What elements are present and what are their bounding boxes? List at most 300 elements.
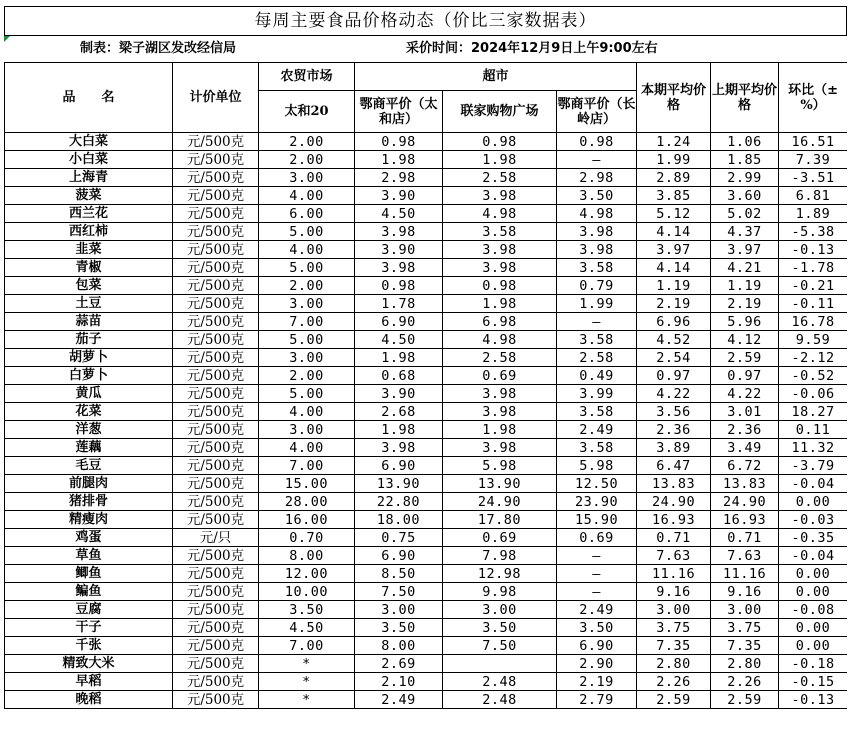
cell-eshang-taihe-price: 18.00: [355, 511, 443, 529]
cell-name: 白萝卜: [5, 367, 173, 385]
cell-lianjia-price: 1.98: [443, 421, 557, 439]
cell-name: 莲藕: [5, 439, 173, 457]
cell-name: 鲫鱼: [5, 565, 173, 583]
cell-eshang-taihe-price: 3.98: [355, 223, 443, 241]
table-row: [5, 313, 848, 331]
cell-lianjia-price: 3.98: [443, 439, 557, 457]
cell-lianjia-price: [443, 655, 557, 673]
cell-unit: 元/500克: [173, 331, 259, 349]
cell-this-avg: 2.89: [637, 169, 711, 187]
price-table: [4, 62, 847, 709]
cell-unit: 元/500克: [173, 619, 259, 637]
table-header: [5, 63, 848, 133]
header-supermarket: 超市: [355, 63, 637, 91]
cell-last-avg: 5.02: [711, 205, 779, 223]
table-row: [5, 205, 848, 223]
cell-change: -0.18: [779, 655, 847, 673]
table-body: [5, 133, 848, 709]
cell-eshang-taihe-price: 3.98: [355, 439, 443, 457]
cell-last-avg: 4.12: [711, 331, 779, 349]
cell-last-avg: 3.97: [711, 241, 779, 259]
cell-eshang-changling-price: 1.99: [557, 295, 637, 313]
cell-eshang-changling-price: —: [557, 547, 637, 565]
cell-last-avg: 2.59: [711, 691, 779, 709]
cell-change: -0.04: [779, 475, 847, 493]
header-eshang-taihe: 鄂商平价（太和店）: [355, 91, 443, 133]
table-row: [5, 241, 848, 259]
cell-this-avg: 4.14: [637, 259, 711, 277]
cell-lianjia-price: 3.98: [443, 385, 557, 403]
cell-eshang-changling-price: 2.58: [557, 349, 637, 367]
cell-unit: 元/500克: [173, 259, 259, 277]
cell-change: 16.78: [779, 313, 847, 331]
cell-name: 干子: [5, 619, 173, 637]
cell-eshang-changling-price: 3.58: [557, 259, 637, 277]
cell-eshang-taihe-price: 4.50: [355, 205, 443, 223]
cell-eshang-taihe-price: 4.50: [355, 331, 443, 349]
table-row: [5, 169, 848, 187]
table-row: [5, 133, 848, 151]
cell-this-avg: 4.14: [637, 223, 711, 241]
cell-taihe-price: 6.00: [259, 205, 355, 223]
cell-eshang-changling-price: 3.98: [557, 223, 637, 241]
cell-eshang-changling-price: —: [557, 313, 637, 331]
cell-this-avg: 3.85: [637, 187, 711, 205]
cell-change: 0.00: [779, 565, 847, 583]
cell-lianjia-price: 0.69: [443, 367, 557, 385]
cell-this-avg: 4.52: [637, 331, 711, 349]
cell-unit: 元/500克: [173, 295, 259, 313]
cell-name: 胡萝卜: [5, 349, 173, 367]
cell-unit: 元/500克: [173, 475, 259, 493]
cell-unit: 元/500克: [173, 403, 259, 421]
cell-last-avg: 2.80: [711, 655, 779, 673]
cell-unit: 元/500克: [173, 205, 259, 223]
cell-last-avg: 1.06: [711, 133, 779, 151]
cell-lianjia-price: 1.98: [443, 151, 557, 169]
cell-lianjia-price: 17.80: [443, 511, 557, 529]
table-row: [5, 511, 848, 529]
cell-this-avg: 3.97: [637, 241, 711, 259]
cell-taihe-price: 2.00: [259, 151, 355, 169]
cell-lianjia-price: 2.58: [443, 169, 557, 187]
cell-unit: 元/500克: [173, 223, 259, 241]
cell-name: 小白菜: [5, 151, 173, 169]
cell-lianjia-price: 2.58: [443, 349, 557, 367]
cell-taihe-price: 2.00: [259, 367, 355, 385]
cell-change: 9.59: [779, 331, 847, 349]
cell-eshang-changling-price: 4.98: [557, 205, 637, 223]
cell-unit: 元/500克: [173, 493, 259, 511]
cell-unit: 元/500克: [173, 277, 259, 295]
table-row: [5, 223, 848, 241]
cell-change: -0.15: [779, 673, 847, 691]
cell-change: 7.39: [779, 151, 847, 169]
cell-unit: 元/500克: [173, 637, 259, 655]
header-lianjia: 联家购物广场: [443, 91, 557, 133]
cell-unit: 元/500克: [173, 313, 259, 331]
cell-last-avg: 4.22: [711, 385, 779, 403]
cell-unit: 元/500克: [173, 673, 259, 691]
cell-this-avg: 2.19: [637, 295, 711, 313]
cell-taihe-price: 10.00: [259, 583, 355, 601]
cell-eshang-changling-price: 0.79: [557, 277, 637, 295]
cell-unit: 元/500克: [173, 385, 259, 403]
cell-eshang-taihe-price: 3.90: [355, 241, 443, 259]
cell-lianjia-price: 6.98: [443, 313, 557, 331]
cell-eshang-changling-price: 12.50: [557, 475, 637, 493]
collect-time-label: 采价时间：2024年12月9日上午9:00左右: [406, 41, 658, 56]
price-sheet: [4, 6, 847, 736]
cell-taihe-price: 5.00: [259, 385, 355, 403]
cell-lianjia-price: 4.98: [443, 331, 557, 349]
cell-unit: 元/500克: [173, 457, 259, 475]
header-name: 品 名: [5, 63, 173, 133]
cell-last-avg: 4.21: [711, 259, 779, 277]
cell-unit: 元/500克: [173, 511, 259, 529]
sheet-title: 每周主要食品价格动态（价比三家数据表）: [4, 6, 847, 36]
header-unit: 计价单位: [173, 63, 259, 133]
table-row: [5, 439, 848, 457]
cell-change: -5.38: [779, 223, 847, 241]
cell-this-avg: 2.26: [637, 673, 711, 691]
cell-change: 6.81: [779, 187, 847, 205]
cell-unit: 元/500克: [173, 439, 259, 457]
cell-eshang-changling-price: 3.58: [557, 403, 637, 421]
cell-name: 前腿肉: [5, 475, 173, 493]
cell-this-avg: 1.99: [637, 151, 711, 169]
cell-change: 0.11: [779, 421, 847, 439]
cell-last-avg: 2.99: [711, 169, 779, 187]
cell-eshang-taihe-price: 2.49: [355, 691, 443, 709]
cell-name: 洋葱: [5, 421, 173, 439]
cell-change: -0.52: [779, 367, 847, 385]
cell-this-avg: 4.22: [637, 385, 711, 403]
cell-change: -0.21: [779, 277, 847, 295]
cell-eshang-changling-price: 3.98: [557, 241, 637, 259]
header-last-avg: 上期平均价格: [711, 63, 779, 133]
cell-this-avg: 13.83: [637, 475, 711, 493]
cell-this-avg: 7.63: [637, 547, 711, 565]
cell-change: -0.13: [779, 241, 847, 259]
table-row: [5, 547, 848, 565]
cell-taihe-price: 0.70: [259, 529, 355, 547]
cell-taihe-price: 2.00: [259, 133, 355, 151]
cell-taihe-price: 3.50: [259, 601, 355, 619]
cell-last-avg: 2.36: [711, 421, 779, 439]
cell-lianjia-price: 5.98: [443, 457, 557, 475]
cell-unit: 元/500克: [173, 169, 259, 187]
cell-taihe-price: 3.00: [259, 421, 355, 439]
table-row: [5, 151, 848, 169]
cell-unit: 元/500克: [173, 241, 259, 259]
cell-unit: 元/500克: [173, 565, 259, 583]
cell-unit: 元/500克: [173, 367, 259, 385]
cell-change: 16.51: [779, 133, 847, 151]
cell-eshang-taihe-price: 3.50: [355, 619, 443, 637]
cell-lianjia-price: 7.50: [443, 637, 557, 655]
cell-last-avg: 16.93: [711, 511, 779, 529]
cell-this-avg: 16.93: [637, 511, 711, 529]
cell-last-avg: 3.49: [711, 439, 779, 457]
cell-change: -0.04: [779, 547, 847, 565]
cell-lianjia-price: 7.98: [443, 547, 557, 565]
cell-taihe-price: 5.00: [259, 259, 355, 277]
cell-change: 1.89: [779, 205, 847, 223]
cell-change: 11.32: [779, 439, 847, 457]
table-row: [5, 331, 848, 349]
cell-lianjia-price: 3.98: [443, 241, 557, 259]
table-row: [5, 691, 848, 709]
cell-eshang-taihe-price: 13.90: [355, 475, 443, 493]
cell-this-avg: 11.16: [637, 565, 711, 583]
cell-this-avg: 3.00: [637, 601, 711, 619]
cell-unit: 元/500克: [173, 691, 259, 709]
cell-last-avg: 3.60: [711, 187, 779, 205]
cell-eshang-taihe-price: 1.98: [355, 151, 443, 169]
table-row: [5, 403, 848, 421]
cell-unit: 元/500克: [173, 547, 259, 565]
cell-eshang-taihe-price: 3.90: [355, 385, 443, 403]
cell-name: 毛豆: [5, 457, 173, 475]
cell-unit: 元/500克: [173, 133, 259, 151]
cell-eshang-taihe-price: 0.68: [355, 367, 443, 385]
cell-change: 0.00: [779, 493, 847, 511]
cell-name: 包菜: [5, 277, 173, 295]
cell-eshang-changling-price: 3.58: [557, 331, 637, 349]
cell-eshang-changling-price: 3.50: [557, 619, 637, 637]
info-row: [4, 36, 847, 62]
cell-name: 千张: [5, 637, 173, 655]
cell-eshang-taihe-price: 2.69: [355, 655, 443, 673]
cell-last-avg: 6.72: [711, 457, 779, 475]
cell-unit: 元/500克: [173, 583, 259, 601]
table-row: [5, 601, 848, 619]
cell-taihe-price: 7.00: [259, 637, 355, 655]
header-taihe: 太和20: [259, 91, 355, 133]
cell-name: 鳊鱼: [5, 583, 173, 601]
cell-eshang-changling-price: 3.58: [557, 439, 637, 457]
cell-unit: 元/500克: [173, 151, 259, 169]
table-row: [5, 655, 848, 673]
cell-this-avg: 3.89: [637, 439, 711, 457]
cell-taihe-price: 5.00: [259, 331, 355, 349]
cell-taihe-price: 4.00: [259, 403, 355, 421]
cell-lianjia-price: 3.98: [443, 259, 557, 277]
cell-name: 猪排骨: [5, 493, 173, 511]
cell-name: 韭菜: [5, 241, 173, 259]
cell-this-avg: 9.16: [637, 583, 711, 601]
cell-eshang-changling-price: 3.50: [557, 187, 637, 205]
cell-unit: 元/500克: [173, 187, 259, 205]
table-row: [5, 529, 848, 547]
cell-eshang-changling-price: 2.98: [557, 169, 637, 187]
cell-lianjia-price: 9.98: [443, 583, 557, 601]
cell-this-avg: 3.56: [637, 403, 711, 421]
cell-this-avg: 2.59: [637, 691, 711, 709]
cell-lianjia-price: 3.58: [443, 223, 557, 241]
cell-last-avg: 2.26: [711, 673, 779, 691]
cell-eshang-taihe-price: 1.98: [355, 421, 443, 439]
cell-taihe-price: *: [259, 673, 355, 691]
cell-lianjia-price: 3.98: [443, 187, 557, 205]
cell-last-avg: 2.19: [711, 295, 779, 313]
cell-eshang-taihe-price: 6.90: [355, 313, 443, 331]
cell-unit: 元/500克: [173, 421, 259, 439]
cell-name: 菠菜: [5, 187, 173, 205]
cell-last-avg: 3.75: [711, 619, 779, 637]
cell-taihe-price: 4.00: [259, 187, 355, 205]
cell-change: -0.13: [779, 691, 847, 709]
cell-eshang-changling-price: 0.69: [557, 529, 637, 547]
cell-eshang-changling-price: 0.49: [557, 367, 637, 385]
cell-change: -3.79: [779, 457, 847, 475]
cell-name: 茄子: [5, 331, 173, 349]
table-row: [5, 493, 848, 511]
cell-eshang-taihe-price: 3.98: [355, 259, 443, 277]
cell-this-avg: 24.90: [637, 493, 711, 511]
cell-change: -3.51: [779, 169, 847, 187]
table-row: [5, 583, 848, 601]
cell-taihe-price: 16.00: [259, 511, 355, 529]
cell-last-avg: 0.71: [711, 529, 779, 547]
cell-last-avg: 1.19: [711, 277, 779, 295]
table-row: [5, 457, 848, 475]
cell-eshang-changling-price: 5.98: [557, 457, 637, 475]
cell-taihe-price: 28.00: [259, 493, 355, 511]
cell-eshang-changling-price: 2.49: [557, 421, 637, 439]
cell-change: -0.11: [779, 295, 847, 313]
table-row: [5, 385, 848, 403]
cell-this-avg: 1.24: [637, 133, 711, 151]
cell-name: 早稻: [5, 673, 173, 691]
cell-name: 大白菜: [5, 133, 173, 151]
cell-eshang-changling-price: —: [557, 151, 637, 169]
cell-eshang-taihe-price: 2.98: [355, 169, 443, 187]
cell-lianjia-price: 3.50: [443, 619, 557, 637]
cell-eshang-taihe-price: 2.68: [355, 403, 443, 421]
cell-name: 黄瓜: [5, 385, 173, 403]
table-row: [5, 475, 848, 493]
table-row: [5, 619, 848, 637]
cell-eshang-taihe-price: 0.98: [355, 133, 443, 151]
cell-eshang-taihe-price: 6.90: [355, 547, 443, 565]
cell-eshang-changling-price: 2.49: [557, 601, 637, 619]
cell-unit: 元/500克: [173, 655, 259, 673]
cell-last-avg: 7.35: [711, 637, 779, 655]
cell-last-avg: 4.37: [711, 223, 779, 241]
cell-name: 精瘦肉: [5, 511, 173, 529]
table-row: [5, 565, 848, 583]
cell-eshang-taihe-price: 8.00: [355, 637, 443, 655]
cell-last-avg: 1.85: [711, 151, 779, 169]
cell-name: 豆腐: [5, 601, 173, 619]
cell-lianjia-price: 2.48: [443, 691, 557, 709]
cell-change: -0.03: [779, 511, 847, 529]
cell-eshang-changling-price: —: [557, 565, 637, 583]
cell-change: -2.12: [779, 349, 847, 367]
cell-this-avg: 5.12: [637, 205, 711, 223]
cell-taihe-price: 5.00: [259, 223, 355, 241]
cell-taihe-price: 3.00: [259, 169, 355, 187]
cell-unit: 元/500克: [173, 601, 259, 619]
cell-name: 草鱼: [5, 547, 173, 565]
cell-last-avg: 3.00: [711, 601, 779, 619]
cell-taihe-price: 3.00: [259, 349, 355, 367]
cell-this-avg: 0.71: [637, 529, 711, 547]
header-this-avg: 本期平均价格: [637, 63, 711, 133]
cell-lianjia-price: 0.98: [443, 133, 557, 151]
cell-lianjia-price: 24.90: [443, 493, 557, 511]
cell-last-avg: 9.16: [711, 583, 779, 601]
cell-this-avg: 2.80: [637, 655, 711, 673]
cell-lianjia-price: 13.90: [443, 475, 557, 493]
cell-name: 青椒: [5, 259, 173, 277]
cell-taihe-price: 4.00: [259, 439, 355, 457]
cell-last-avg: 7.63: [711, 547, 779, 565]
cell-last-avg: 2.59: [711, 349, 779, 367]
cell-this-avg: 6.96: [637, 313, 711, 331]
cell-change: -0.06: [779, 385, 847, 403]
cell-last-avg: 24.90: [711, 493, 779, 511]
cell-lianjia-price: 3.98: [443, 403, 557, 421]
cell-eshang-changling-price: 0.98: [557, 133, 637, 151]
cell-lianjia-price: 0.98: [443, 277, 557, 295]
cell-taihe-price: 4.00: [259, 241, 355, 259]
cell-taihe-price: 3.00: [259, 295, 355, 313]
cell-lianjia-price: 1.98: [443, 295, 557, 313]
table-row: [5, 367, 848, 385]
cell-eshang-taihe-price: 2.10: [355, 673, 443, 691]
cell-name: 鸡蛋: [5, 529, 173, 547]
cell-change: -0.08: [779, 601, 847, 619]
cell-eshang-taihe-price: 3.00: [355, 601, 443, 619]
cell-eshang-taihe-price: 1.98: [355, 349, 443, 367]
cell-taihe-price: 4.50: [259, 619, 355, 637]
cell-lianjia-price: 2.48: [443, 673, 557, 691]
cell-taihe-price: 8.00: [259, 547, 355, 565]
cell-eshang-taihe-price: 0.98: [355, 277, 443, 295]
cell-last-avg: 3.01: [711, 403, 779, 421]
table-row: [5, 277, 848, 295]
cell-taihe-price: *: [259, 655, 355, 673]
cell-eshang-changling-price: 2.79: [557, 691, 637, 709]
cell-this-avg: 0.97: [637, 367, 711, 385]
cell-eshang-changling-price: —: [557, 583, 637, 601]
cell-name: 花菜: [5, 403, 173, 421]
cell-taihe-price: 2.00: [259, 277, 355, 295]
table-row: [5, 349, 848, 367]
cell-eshang-taihe-price: 6.90: [355, 457, 443, 475]
cell-this-avg: 6.47: [637, 457, 711, 475]
table-row: [5, 295, 848, 313]
cell-taihe-price: *: [259, 691, 355, 709]
cell-change: -1.78: [779, 259, 847, 277]
cell-eshang-taihe-price: 3.90: [355, 187, 443, 205]
header-eshang-changling: 鄂商平价（长岭店）: [557, 91, 637, 133]
cell-eshang-taihe-price: 8.50: [355, 565, 443, 583]
cell-change: 0.00: [779, 619, 847, 637]
table-row: [5, 637, 848, 655]
cell-this-avg: 7.35: [637, 637, 711, 655]
cell-change: -0.35: [779, 529, 847, 547]
cell-name: 上海青: [5, 169, 173, 187]
table-row: [5, 259, 848, 277]
cell-change: 0.00: [779, 637, 847, 655]
cell-name: 土豆: [5, 295, 173, 313]
cell-eshang-changling-price: 2.90: [557, 655, 637, 673]
table-row: [5, 421, 848, 439]
